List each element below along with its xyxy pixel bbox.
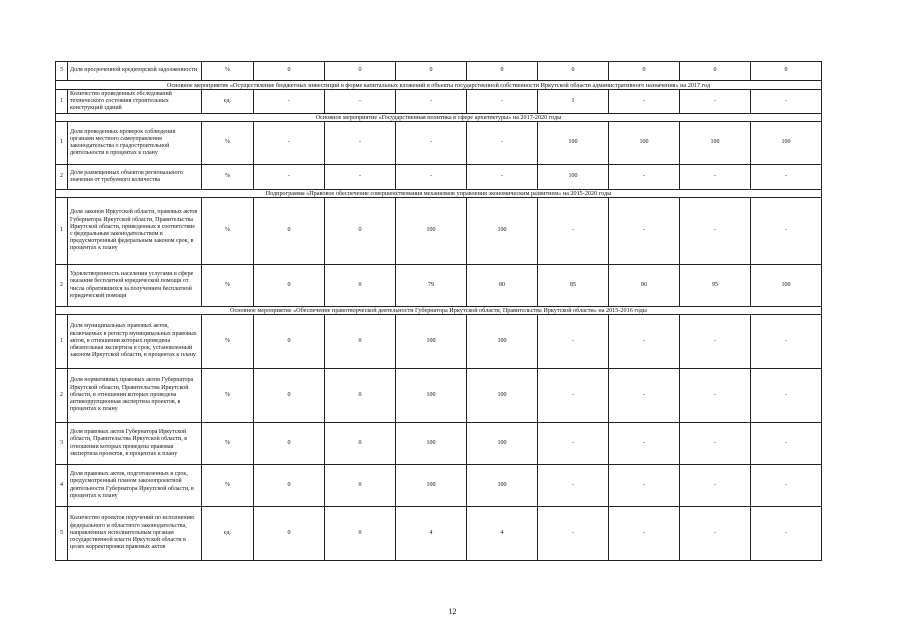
indicator-row bbox=[56, 122, 822, 165]
value-cell: 0 bbox=[325, 465, 396, 507]
section-title: Основное мероприятие «Осуществление бюджетных инвестиций в форме капитальных вложений в объекты государственной собственности Иркутской области административного назначения» на 2017 год bbox=[56, 81, 822, 90]
value-cell: - bbox=[609, 423, 680, 465]
value-cell: 0 bbox=[325, 507, 396, 561]
value-cell: - bbox=[680, 90, 751, 114]
value-cell: 100 bbox=[396, 315, 467, 369]
value-cell: 100 bbox=[467, 315, 538, 369]
value-cell: 4 bbox=[396, 507, 467, 561]
unit-cell: % bbox=[202, 315, 254, 369]
value-cell: 100 bbox=[680, 122, 751, 165]
section-title: Основное мероприятие «Обеспечение правотворческой деятельности Губернатора Иркутской области, Правительства Иркутской области» на 2015-2016 годы bbox=[56, 307, 822, 315]
indicator-row bbox=[56, 90, 822, 114]
value-cell: 79 bbox=[396, 265, 467, 307]
value-cell: - bbox=[254, 90, 325, 114]
unit-cell: ед. bbox=[202, 507, 254, 561]
value-cell: 90 bbox=[609, 265, 680, 307]
row-number: 1 bbox=[56, 90, 68, 114]
value-cell: - bbox=[680, 165, 751, 190]
section-header-row bbox=[56, 307, 822, 315]
indicator-name: Доля нормативных правовых актов Губернатора Иркутской области, Правительства Иркутской области, в отношении которых проведена антикоррупционная экспертиза проектов, в процентах к плану bbox=[68, 369, 202, 423]
value-cell: 100 bbox=[751, 265, 822, 307]
value-cell: - bbox=[680, 507, 751, 561]
value-cell: 0 bbox=[254, 507, 325, 561]
unit-cell: % bbox=[202, 465, 254, 507]
value-cell: - bbox=[751, 507, 822, 561]
unit-cell: % bbox=[202, 265, 254, 307]
section-title: Основное мероприятие «Государственная политика в сфере архитектуры» на 2017-2020 годы bbox=[56, 114, 822, 122]
value-cell: - bbox=[609, 198, 680, 265]
page-number: 12 bbox=[448, 607, 457, 616]
value-cell: 0 bbox=[254, 265, 325, 307]
indicator-row bbox=[56, 265, 822, 307]
value-cell: - bbox=[609, 369, 680, 423]
value-cell: 0 bbox=[396, 62, 467, 81]
indicator-name: Доля размещенных объектов регионального значения от требуемого количества bbox=[68, 165, 202, 190]
row-number: 5 bbox=[56, 507, 68, 561]
indicator-name: Удовлетворенность населения услугами в сфере оказания бесплатной юридической помощи от числа обратившихся за получением бесплатной юридической помощи bbox=[68, 265, 202, 307]
value-cell: 100 bbox=[396, 465, 467, 507]
row-number: 2 bbox=[56, 265, 68, 307]
value-cell: - bbox=[680, 423, 751, 465]
indicator-row bbox=[56, 165, 822, 190]
value-cell: - bbox=[751, 90, 822, 114]
section-title: Подпрограмма «Правовое обеспечение совершенствования механизмов управления экономическим развитием» на 2015-2020 годы bbox=[56, 190, 822, 198]
value-cell: 100 bbox=[538, 165, 609, 190]
value-cell: 0 bbox=[609, 62, 680, 81]
value-cell: - bbox=[680, 369, 751, 423]
value-cell: 100 bbox=[467, 423, 538, 465]
row-number: 1 bbox=[56, 122, 68, 165]
value-cell: - bbox=[538, 423, 609, 465]
value-cell: - bbox=[609, 90, 680, 114]
value-cell: 0 bbox=[325, 265, 396, 307]
value-cell: - bbox=[396, 90, 467, 114]
value-cell: - bbox=[538, 465, 609, 507]
value-cell: - bbox=[538, 369, 609, 423]
value-cell: 0 bbox=[538, 62, 609, 81]
unit-cell: % bbox=[202, 62, 254, 81]
value-cell: 100 bbox=[751, 122, 822, 165]
value-cell: 100 bbox=[396, 198, 467, 265]
value-cell: - bbox=[467, 122, 538, 165]
row-number: 2 bbox=[56, 165, 68, 190]
value-cell: 100 bbox=[609, 122, 680, 165]
value-cell: 80 bbox=[467, 265, 538, 307]
indicator-name: Доля проведенных проверок соблюдения органами местного самоуправления законодательства о градостроительной деятельности в процентах к плану bbox=[68, 122, 202, 165]
value-cell: - bbox=[751, 465, 822, 507]
value-cell: 100 bbox=[467, 465, 538, 507]
value-cell: 0 bbox=[325, 315, 396, 369]
value-cell: 100 bbox=[467, 198, 538, 265]
value-cell: - bbox=[680, 465, 751, 507]
indicator-row bbox=[56, 369, 822, 423]
indicator-name: Доля правовых актов Губернатора Иркутской области, Правительства Иркутской области, в отношении которых проведена правовая экспертиза проектов, в процентах к плану bbox=[68, 423, 202, 465]
value-cell: 1 bbox=[538, 90, 609, 114]
document-sheet bbox=[55, 61, 821, 561]
section-header-row bbox=[56, 190, 822, 198]
row-number: 5 bbox=[56, 62, 68, 81]
value-cell: 0 bbox=[254, 198, 325, 265]
table-body bbox=[56, 62, 822, 561]
value-cell: 0 bbox=[467, 62, 538, 81]
row-number: 1 bbox=[56, 198, 68, 265]
value-cell: - bbox=[609, 465, 680, 507]
value-cell: - bbox=[609, 315, 680, 369]
unit-cell: % bbox=[202, 165, 254, 190]
value-cell: 0 bbox=[254, 465, 325, 507]
value-cell: - bbox=[325, 90, 396, 114]
value-cell: - bbox=[254, 122, 325, 165]
indicator-name: Доля просроченной кредиторской задолженности bbox=[68, 62, 202, 81]
indicator-row bbox=[56, 315, 822, 369]
row-number: 1 bbox=[56, 315, 68, 369]
value-cell: - bbox=[538, 315, 609, 369]
value-cell: 100 bbox=[467, 369, 538, 423]
value-cell: 0 bbox=[325, 198, 396, 265]
value-cell: - bbox=[751, 165, 822, 190]
value-cell: - bbox=[538, 507, 609, 561]
row-number: 3 bbox=[56, 423, 68, 465]
indicator-name: Количество проведенных обследований технического состояния строительных конструкций зданий bbox=[68, 90, 202, 114]
value-cell: 0 bbox=[325, 62, 396, 81]
indicator-row bbox=[56, 507, 822, 561]
section-header-row bbox=[56, 114, 822, 122]
indicator-row bbox=[56, 198, 822, 265]
value-cell: - bbox=[325, 122, 396, 165]
row-number: 2 bbox=[56, 369, 68, 423]
value-cell: 95 bbox=[680, 265, 751, 307]
value-cell: 0 bbox=[325, 423, 396, 465]
value-cell: 100 bbox=[396, 423, 467, 465]
value-cell: 0 bbox=[254, 423, 325, 465]
value-cell: 0 bbox=[254, 315, 325, 369]
value-cell: - bbox=[751, 315, 822, 369]
indicator-name: Доля правовых актов, подготовленных в срок, предусмотренный планом законопроектной деятельности Губернатора Иркутской области, в процентах к плану bbox=[68, 465, 202, 507]
value-cell: - bbox=[609, 507, 680, 561]
indicator-name: Доля законов Иркутской области, правовых актов Губернатора Иркутской области, Правительства Иркутской области, приведенных в соответствие с федеральным законодательством в предусмотренный федеральным законом срок, в процентах к плану bbox=[68, 198, 202, 265]
value-cell: - bbox=[751, 369, 822, 423]
value-cell: - bbox=[254, 165, 325, 190]
value-cell: 0 bbox=[751, 62, 822, 81]
indicator-row bbox=[56, 423, 822, 465]
value-cell: - bbox=[751, 423, 822, 465]
value-cell: 100 bbox=[396, 369, 467, 423]
indicators-table bbox=[55, 61, 822, 561]
value-cell: 100 bbox=[538, 122, 609, 165]
value-cell: - bbox=[609, 165, 680, 190]
value-cell: - bbox=[467, 90, 538, 114]
unit-cell: % bbox=[202, 198, 254, 265]
value-cell: - bbox=[325, 165, 396, 190]
indicator-row bbox=[56, 465, 822, 507]
value-cell: 0 bbox=[254, 369, 325, 423]
value-cell: - bbox=[680, 198, 751, 265]
row-number: 4 bbox=[56, 465, 68, 507]
value-cell: - bbox=[538, 198, 609, 265]
value-cell: - bbox=[467, 165, 538, 190]
unit-cell: ед. bbox=[202, 90, 254, 114]
value-cell: - bbox=[680, 315, 751, 369]
indicator-name: Количество проектов поручений по исполнению федерального и областного законодательства, направленных исполнительным органам государственной власти Иркутской области в целях корректировки правовых актов bbox=[68, 507, 202, 561]
value-cell: - bbox=[751, 198, 822, 265]
unit-cell: % bbox=[202, 122, 254, 165]
indicator-name: Доля муниципальных правовых актов, включаемых в регистр муниципальных правовых актов, в отношении которых проведена обязательная экспертиза в срок, установленный законом Иркутской области, в процентах к плану bbox=[68, 315, 202, 369]
value-cell: 0 bbox=[254, 62, 325, 81]
indicator-row bbox=[56, 62, 822, 81]
value-cell: - bbox=[396, 165, 467, 190]
value-cell: 4 bbox=[467, 507, 538, 561]
unit-cell: % bbox=[202, 369, 254, 423]
value-cell: - bbox=[396, 122, 467, 165]
unit-cell: % bbox=[202, 423, 254, 465]
value-cell: 85 bbox=[538, 265, 609, 307]
section-header-row bbox=[56, 81, 822, 90]
value-cell: 0 bbox=[680, 62, 751, 81]
value-cell: 0 bbox=[325, 369, 396, 423]
